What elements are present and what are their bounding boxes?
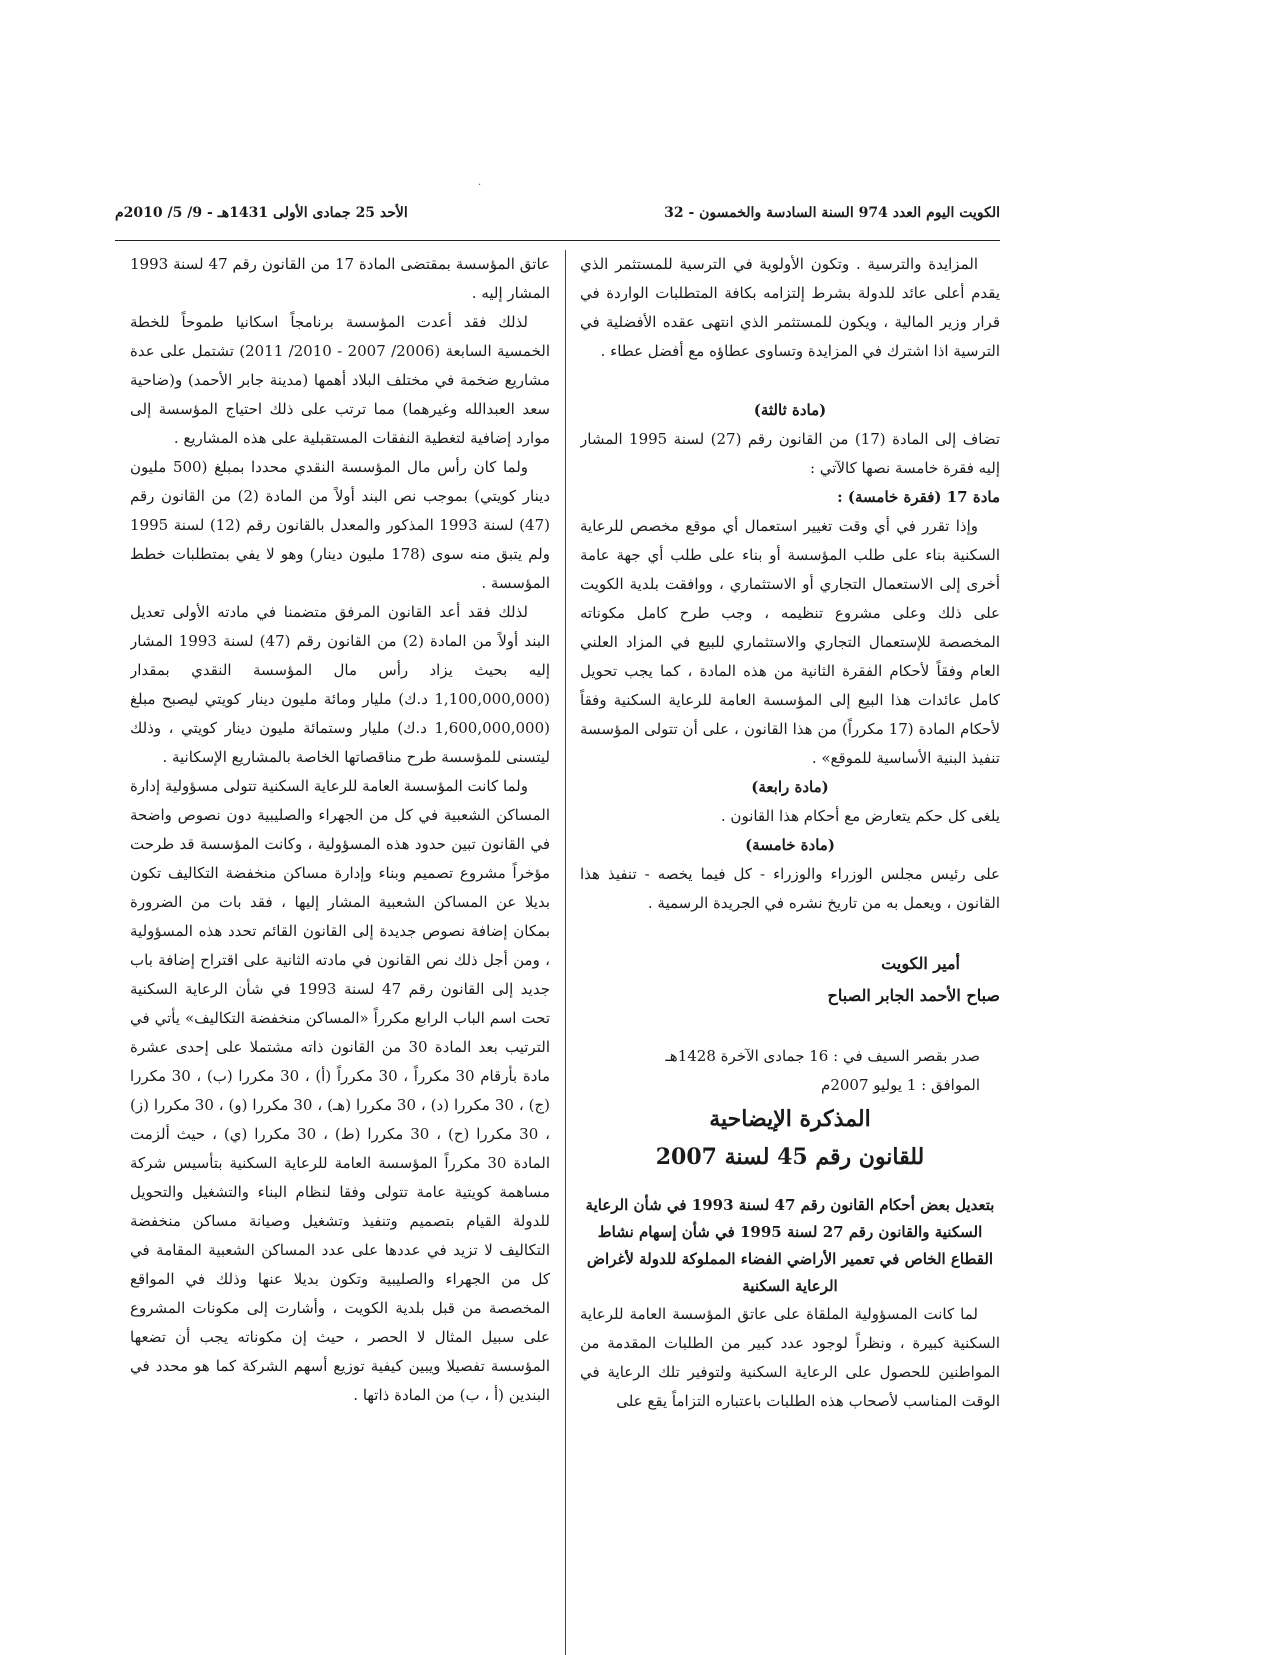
memo-title: المذكرة الإيضاحية <box>709 1106 871 1132</box>
left-paragraph-2: لذلك فقد أعدت المؤسسة برنامجاً اسكانيا طموحاً للخطة الخمسية السابعة (2006/ 2007 - 2010/ 2011) تشتمل على عدة مشاريع ضخمة في مختلف البلاد أهمها (مدينة جابر الأحمد) و(ضاحية سعد العبدالله وغيرهما) مما ترتب على ذلك احتياج المؤسسة إلى موارد إضافية لتغطية النفقات المستقبلية على هذه المشاريع . <box>130 313 550 447</box>
article-17-text: وإذا تقرر في أي وقت تغيير استعمال أي موقع مخصص للرعاية السكنية بناء على طلب المؤسسة أو بناء على طلب أي جهة عامة أخرى إلى الاستعمال التجاري أو الاستثماري ، ووافقت بلدية الكويت على ذلك وعلى مشروع تنظيمه ، وجب طرح كامل مكوناته المخصصة للإستعمال التجاري والاستثماري للبيع في المزاد العلني العام وفقاً لأحكام الفقرة الثانية من هذه المادة ، كما يجب تحويل كامل عائدات هذا البيع إلى المؤسسة العامة للرعاية السكنية وفقاً لأحكام المادة (17 مكرراً) من هذا القانون ، على أن تتولى المؤسسة تنفيذ البنية الأساسية للموقع» . <box>580 517 1000 767</box>
issued-place-date: صدر بقصر السيف في : 16 جمادى الآخرة 1428هـ <box>665 1047 980 1065</box>
header-issue-info: الكويت اليوم العدد 974 السنة السادسة والخمسون - 32 <box>664 205 1000 221</box>
article-4-title: (مادة رابعة) <box>751 778 829 796</box>
scan-mark: · <box>478 180 482 191</box>
left-paragraph-1: عاتق المؤسسة بمقتضى المادة 17 من القانون رقم 47 لسنة 1993 المشار إليه . <box>130 255 550 302</box>
memo-subtitle: بتعديل بعض أحكام القانون رقم 47 لسنة 1993 في شأن الرعاية السكنية والقانون رقم 27 لسنة 1995 في شأن إسهام نشاط القطاع الخاص في تعمير الأراضي الفضاء المملوكة للدولة لأغراض الرعاية السكنية <box>585 1196 995 1295</box>
article-3-title: (مادة ثالثة) <box>753 401 827 419</box>
left-paragraph-3: ولما كان رأس مال المؤسسة النقدي محددا بمبلغ (500 مليون دينار كويتي) بموجب نص البند أولاً من المادة (2) من القانون رقم (47) لسنة 1993 المذكور والمعدل بالقانون رقم (12) لسنة 1995 ولم يتبق منه سوى (178 مليون دينار) وهو لا يفي بمتطلبات خطط المؤسسة . <box>130 458 550 592</box>
article-5-text: على رئيس مجلس الوزراء والوزراء - كل فيما يخصه - تنفيذ هذا القانون ، ويعمل به من تاريخ نشره في الجريدة الرسمية . <box>580 865 1000 912</box>
memo-text: لما كانت المسؤولية الملقاة على عاتق المؤسسة العامة للرعاية السكنية كبيرة ، ونظراً لوجود عدد كبير من الطلبات المقدمة من المواطنين للحصول على الرعاية السكنية ولتوفير تلك الرعاية في الوقت المناسب لأصحاب هذه الطلبات باعتباره التزاماً يقع على <box>580 1305 1000 1410</box>
intro-paragraph: المزايدة والترسية . وتكون الأولوية في الترسية للمستثمر الذي يقدم أعلى عائد للدولة بشرط إلتزامه بكافة المتطلبات الواردة في قرار وزير المالية ، ويكون للمستثمر الذي انتهى عقده الأفضلية في الترسية اذا اشترك في المزايدة وتساوى عطاؤه مع أفضل عطاء . <box>580 255 1000 360</box>
left-paragraph-5: ولما كانت المؤسسة العامة للرعاية السكنية تتولى مسؤولية إدارة المساكن الشعبية في كل من الجهراء والصليبية دون نصوص واضحة في القانون تبين حدود هذه المسؤولية ، وكانت المؤسسة قد طرحت مؤخراً مشروع تصميم وبناء وإدارة مساكن منخفضة التكاليف تكون بديلا عن المساكن الشعبية المشار إليها ، فقد بات من الضرورة بمكان إضافة نصوص جديدة إلى القانون القائم تحدد هذه المسؤولية ، ومن أجل ذلك نص القانون في مادته الثانية على اقتراح إضافة باب جديد إلى القانون رقم 47 لسنة 1993 في شأن الرعاية السكنية تحت اسم الباب الرابع مكرراً «المساكن منخفضة التكاليف» يأتي في الترتيب بعد المادة 30 من القانون ذاته مشتملا على إحدى عشرة مادة بأرقام 30 مكرراً ، 30 مكرراً (أ) ، 30 مكررا (ب) ، 30 مكررا (ج) ، 30 مكررا (د) ، 30 مكررا (هـ) ، 30 مكررا (و) ، 30 مكررا (ز) ، 30 مكررا (ح) ، 30 مكررا (ط) ، 30 مكررا (ي) ، حيث ألزمت المادة 30 مكرراً المؤسسة العامة للرعاية السكنية بتأسيس شركة مساهمة كويتية عامة تتولى وفقا لنظام البناء والتشغيل والتحويل للدولة القيام بتصميم وتنفيذ وتشغيل وصيانة مساكن منخفضة التكاليف لا تزيد في عددها على عدد المساكن الشعبية المقامة في كل من الجهراء والصليبية وتكون بديلا عنها وذلك في المواقع المخصصة من قبل بلدية الكويت ، وأشارت إلى مكونات المشروع على سبيل المثال لا الحصر ، حيث إن مكوناته يجب أن تضعها المؤسسة تفصيلا ويبين كيفية توزيع أسهم الشركة كما هو محدد في البندين (أ ، ب) من المادة ذاتها . <box>130 777 550 1404</box>
header-divider <box>115 240 1000 241</box>
left-column <box>130 250 550 1650</box>
memo-law-number: للقانون رقم 45 لسنة 2007 <box>655 1144 925 1170</box>
header-date: الأحد 25 جمادى الأولى 1431هـ - 9/ 5/ 2010م <box>115 205 408 221</box>
signature-name: صباح الأحمد الجابر الصباح <box>827 986 1000 1005</box>
article-17-title: مادة 17 (فقرة خامسة) : <box>837 488 1000 506</box>
article-3-text: تضاف إلى المادة (17) من القانون رقم (27) لسنة 1995 المشار إليه فقرة خامسة نصها كالآتي : <box>580 430 1000 477</box>
page-header <box>115 205 1000 231</box>
column-divider <box>565 250 566 1655</box>
right-column <box>580 250 1000 1650</box>
signature-title: أمير الكويت <box>881 954 960 973</box>
article-4-text: يلغى كل حكم يتعارض مع أحكام هذا القانون . <box>720 807 1000 825</box>
article-5-title: (مادة خامسة) <box>745 836 835 854</box>
issued-equivalent-date: الموافق : 1 يوليو 2007م <box>821 1076 980 1094</box>
left-paragraph-4: لذلك فقد أعد القانون المرفق متضمنا في مادته الأولى تعديل البند أولاً من المادة (2) من القانون رقم (47) لسنة 1993 المشار إليه بحيث يزاد رأس مال المؤسسة النقدي بمقدار (1,100,000,000 د.ك) مليار ومائة مليون دينار كويتي ليصبح مبلغ (1,600,000,000 د.ك) مليار وستمائة مليون دينار كويتي ، وذلك ليتسنى للمؤسسة طرح مناقصاتها الخاصة بالمشاريع الإسكانية . <box>130 603 550 766</box>
